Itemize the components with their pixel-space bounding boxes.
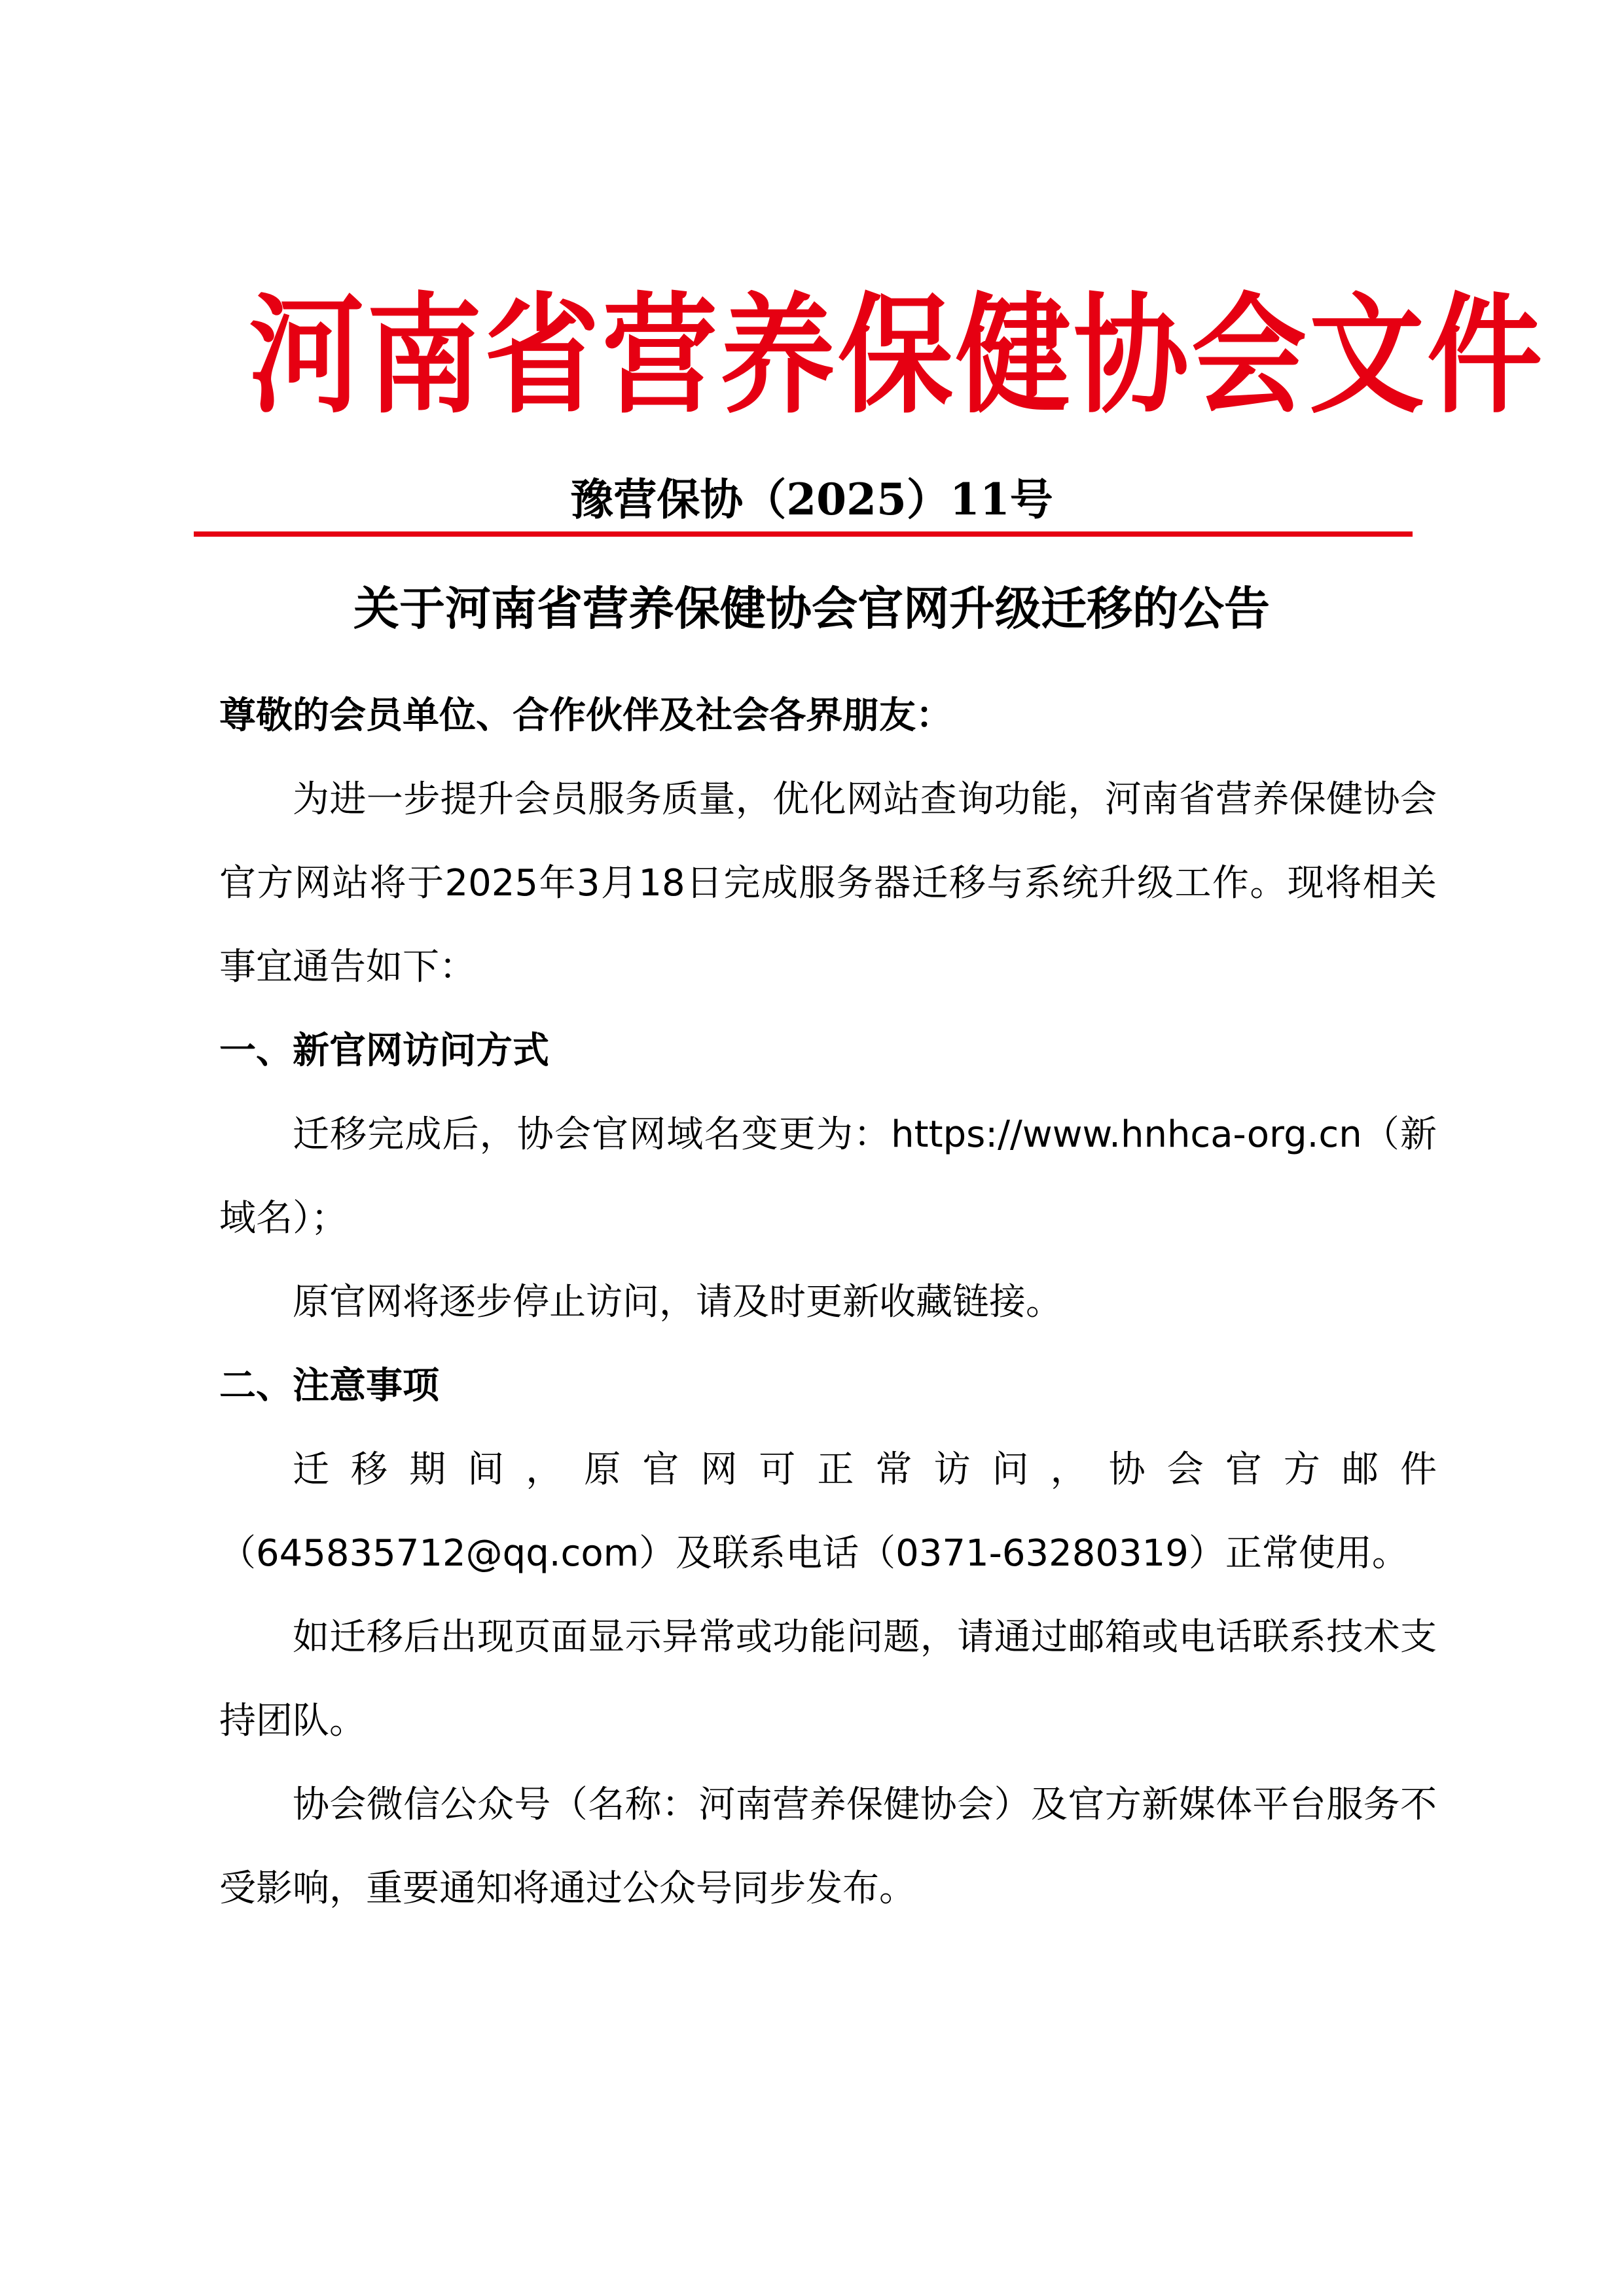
masthead-title: 河南省营养保健协会文件	[249, 279, 1545, 431]
section1-heading: 一、新官网访问方式	[219, 1030, 549, 1072]
section2-paragraph-1: 迁移期间，原官网可正常访问，协会官方邮件（645835712@qq.com）及联系电话（0371-63280319）正常使用。	[219, 1448, 1437, 1575]
section1-paragraph-2: 原官网将逐步停止访问，请及时更新收藏链接。	[293, 1281, 1062, 1323]
section2-paragraph-3: 协会微信公众号（名称：河南营养保健协会）及官方新媒体平台服务不受影响，重要通知将通过公众号同步发布。	[219, 1784, 1437, 1910]
greeting: 尊敬的会员单位、合作伙伴及社会各界朋友：	[219, 694, 952, 737]
notice-title: 关于河南省营养保健协会官网升级迁移的公告	[353, 582, 1270, 636]
section1-paragraph-1: 迁移完成后，协会官网域名变更为：https://www.hnhca-org.cn（新域名）；	[219, 1113, 1437, 1240]
section2-heading: 二、注意事项	[219, 1365, 439, 1407]
document-number: 豫营保协（2025）11号	[570, 474, 1053, 525]
intro-paragraph: 为进一步提升会员服务质量，优化网站查询功能，河南省营养保健协会官方网站将于2025年3月18日完成服务器迁移与系统升级工作。现将相关事宜通告如下：	[219, 778, 1437, 988]
section2-paragraph-2: 如迁移后出现页面显示异常或功能问题，请通过邮箱或电话联系技术支持团队。	[219, 1616, 1437, 1742]
red-divider-rule	[194, 531, 1413, 537]
